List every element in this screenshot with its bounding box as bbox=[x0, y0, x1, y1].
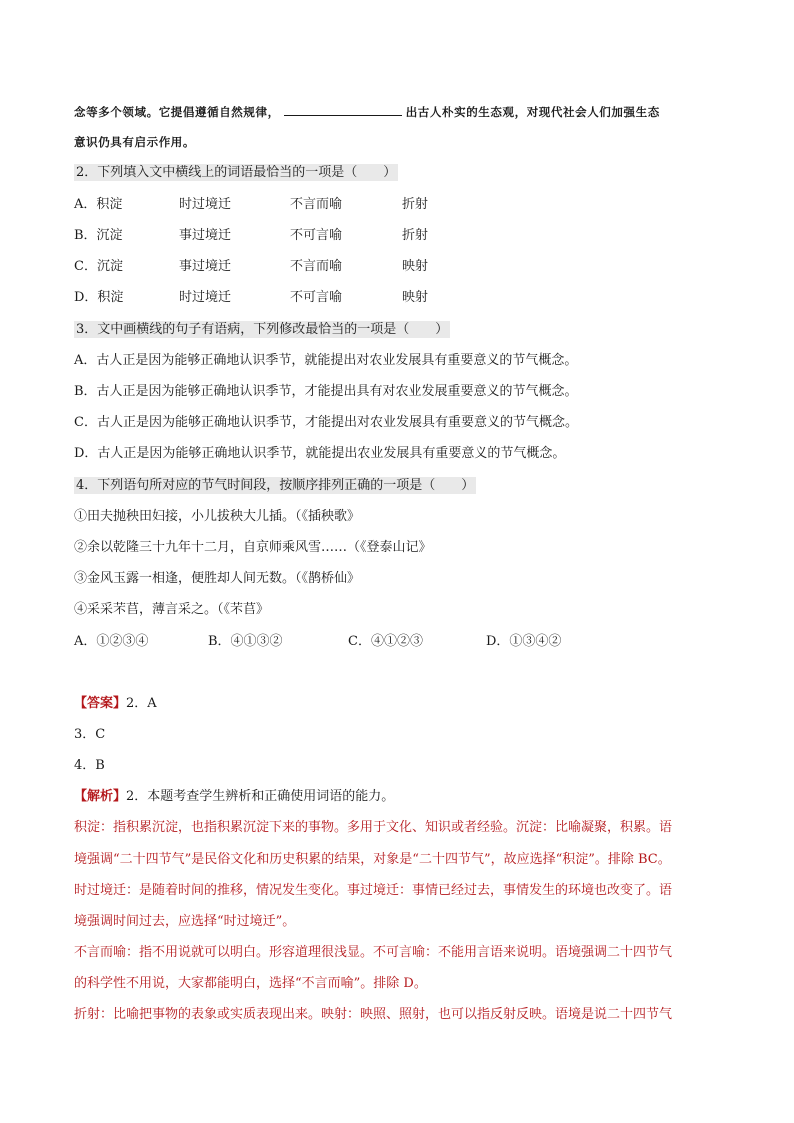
q2-option-b-word3: 不可言喻 bbox=[290, 228, 343, 243]
analysis-tag: 【解析】 bbox=[74, 789, 127, 804]
q2-option-c-word4: 映射 bbox=[402, 259, 429, 274]
question-2-stem: 2．下列填入文中横线上的词语最恰当的一项是（ ） bbox=[76, 165, 397, 180]
analysis-line-1: 积淀：指积累沉淀，也指积累沉淀下来的事物。多用于文化、知识或者经验。沉淀：比喻凝聚，积累。语 bbox=[74, 820, 673, 835]
analysis-line-4: 境强调时间过去，应选择“时过境迁”。 bbox=[74, 914, 296, 929]
analysis-line-3: 时过境迁：是随着时间的推移，情况发生变化。事过境迁：事情已经过去，事情发生的环境也改变了。语 bbox=[74, 883, 673, 898]
q3-option-b: B．古人正是因为能够正确地认识季节，才能提出具有对农业发展重要意义的节气概念。 bbox=[74, 384, 578, 399]
q4-item-3: ③金风玉露一相逢，便胜却人间无数。（《鹊桥仙》 bbox=[74, 571, 361, 586]
q3-option-c: C．古人正是因为能够正确地认识季节，才能提出对农业发展具有重要意义的节气概念。 bbox=[74, 415, 578, 430]
fill-blank bbox=[284, 103, 402, 116]
q2-option-b-label: B．沉淀 bbox=[74, 228, 123, 243]
analysis-line-7: 折射：比喻把事物的表象或实质表现出来。映射：映照、照射，也可以指反射反映。语境是说二十四节气 bbox=[74, 1007, 673, 1022]
q2-option-a-word4: 折射 bbox=[402, 197, 429, 212]
q2-option-a-word3: 不言而喻 bbox=[290, 197, 343, 212]
q2-option-a-label: A．积淀 bbox=[74, 197, 123, 212]
question-4-stem: 4．下列语句所对应的节气时间段，按顺序排列正确的一项是（ ） bbox=[76, 478, 475, 493]
q4-item-2: ②余以乾隆三十九年十二月，自京师乘风雪……（《登泰山记》 bbox=[74, 540, 432, 555]
q2-option-c-label: C．沉淀 bbox=[74, 259, 123, 274]
q2-option-c-word3: 不言而喻 bbox=[290, 259, 343, 274]
intro-line-2: 意识仍具有启示作用。 bbox=[74, 135, 195, 149]
q2-option-b-word2: 事过境迁 bbox=[179, 228, 232, 243]
intro-text-a: 念等多个领域。它提倡遵循自然规律， bbox=[74, 105, 280, 119]
q2-option-d-word4: 映射 bbox=[402, 290, 429, 305]
q4-option-b: B．④①③② bbox=[208, 634, 283, 649]
q2-option-b-word4: 折射 bbox=[402, 228, 429, 243]
answer-3: 3．C bbox=[74, 727, 106, 742]
question-3-stem: 3．文中画横线的句子有语病，下列修改最恰当的一项是（ ） bbox=[76, 322, 449, 337]
q2-option-c-word2: 事过境迁 bbox=[179, 259, 232, 274]
answer-2: 2．A bbox=[126, 696, 157, 711]
analysis-heading bbox=[74, 788, 394, 806]
answer-tag: 【答案】 bbox=[74, 696, 127, 711]
q2-option-d-label: D．积淀 bbox=[74, 290, 124, 305]
analysis-intro: 2．本题考查学生辨析和正确使用词语的能力。 bbox=[126, 789, 395, 804]
q4-option-a: A．①②③④ bbox=[74, 634, 149, 649]
answer-line bbox=[74, 695, 157, 713]
q3-option-a: A．古人正是因为能够正确地认识季节，就能提出对农业发展具有重要意义的节气概念。 bbox=[74, 353, 578, 368]
q4-option-d: D．①③④② bbox=[486, 634, 562, 649]
q2-option-a-word2: 时过境迁 bbox=[179, 197, 232, 212]
q3-option-d: D．古人正是因为能够正确地认识季节，就能提出农业发展具有重要意义的节气概念。 bbox=[74, 446, 566, 461]
q4-item-1: ①田夫抛秧田妇接，小儿拔秧大儿插。（《插秧歌》 bbox=[74, 509, 361, 524]
analysis-line-2: 境强调“二十四节气”是民俗文化和历史积累的结果，对象是“二十四节气”，故应选择“积淀”。排除 BC。 bbox=[74, 852, 671, 867]
intro-line-1 bbox=[74, 103, 660, 121]
q4-option-c: C．④①②③ bbox=[348, 634, 423, 649]
analysis-line-5: 不言而喻：指不用说就可以明白。形容道理很浅显。不可言喻：不能用言语来说明。语境强调二十四节气 bbox=[74, 945, 673, 960]
q4-item-4: ④采采芣苢，薄言采之。（《芣苢》 bbox=[74, 602, 270, 617]
q2-option-d-word2: 时过境迁 bbox=[179, 290, 232, 305]
q2-option-d-word3: 不可言喻 bbox=[290, 290, 343, 305]
answer-4: 4．B bbox=[74, 758, 105, 773]
intro-text-b: 出古人朴实的生态观，对现代社会人们加强生态 bbox=[405, 105, 660, 119]
analysis-line-6: 的科学性不用说，大家都能明白，选择“不言而喻”。排除 D。 bbox=[74, 976, 427, 991]
